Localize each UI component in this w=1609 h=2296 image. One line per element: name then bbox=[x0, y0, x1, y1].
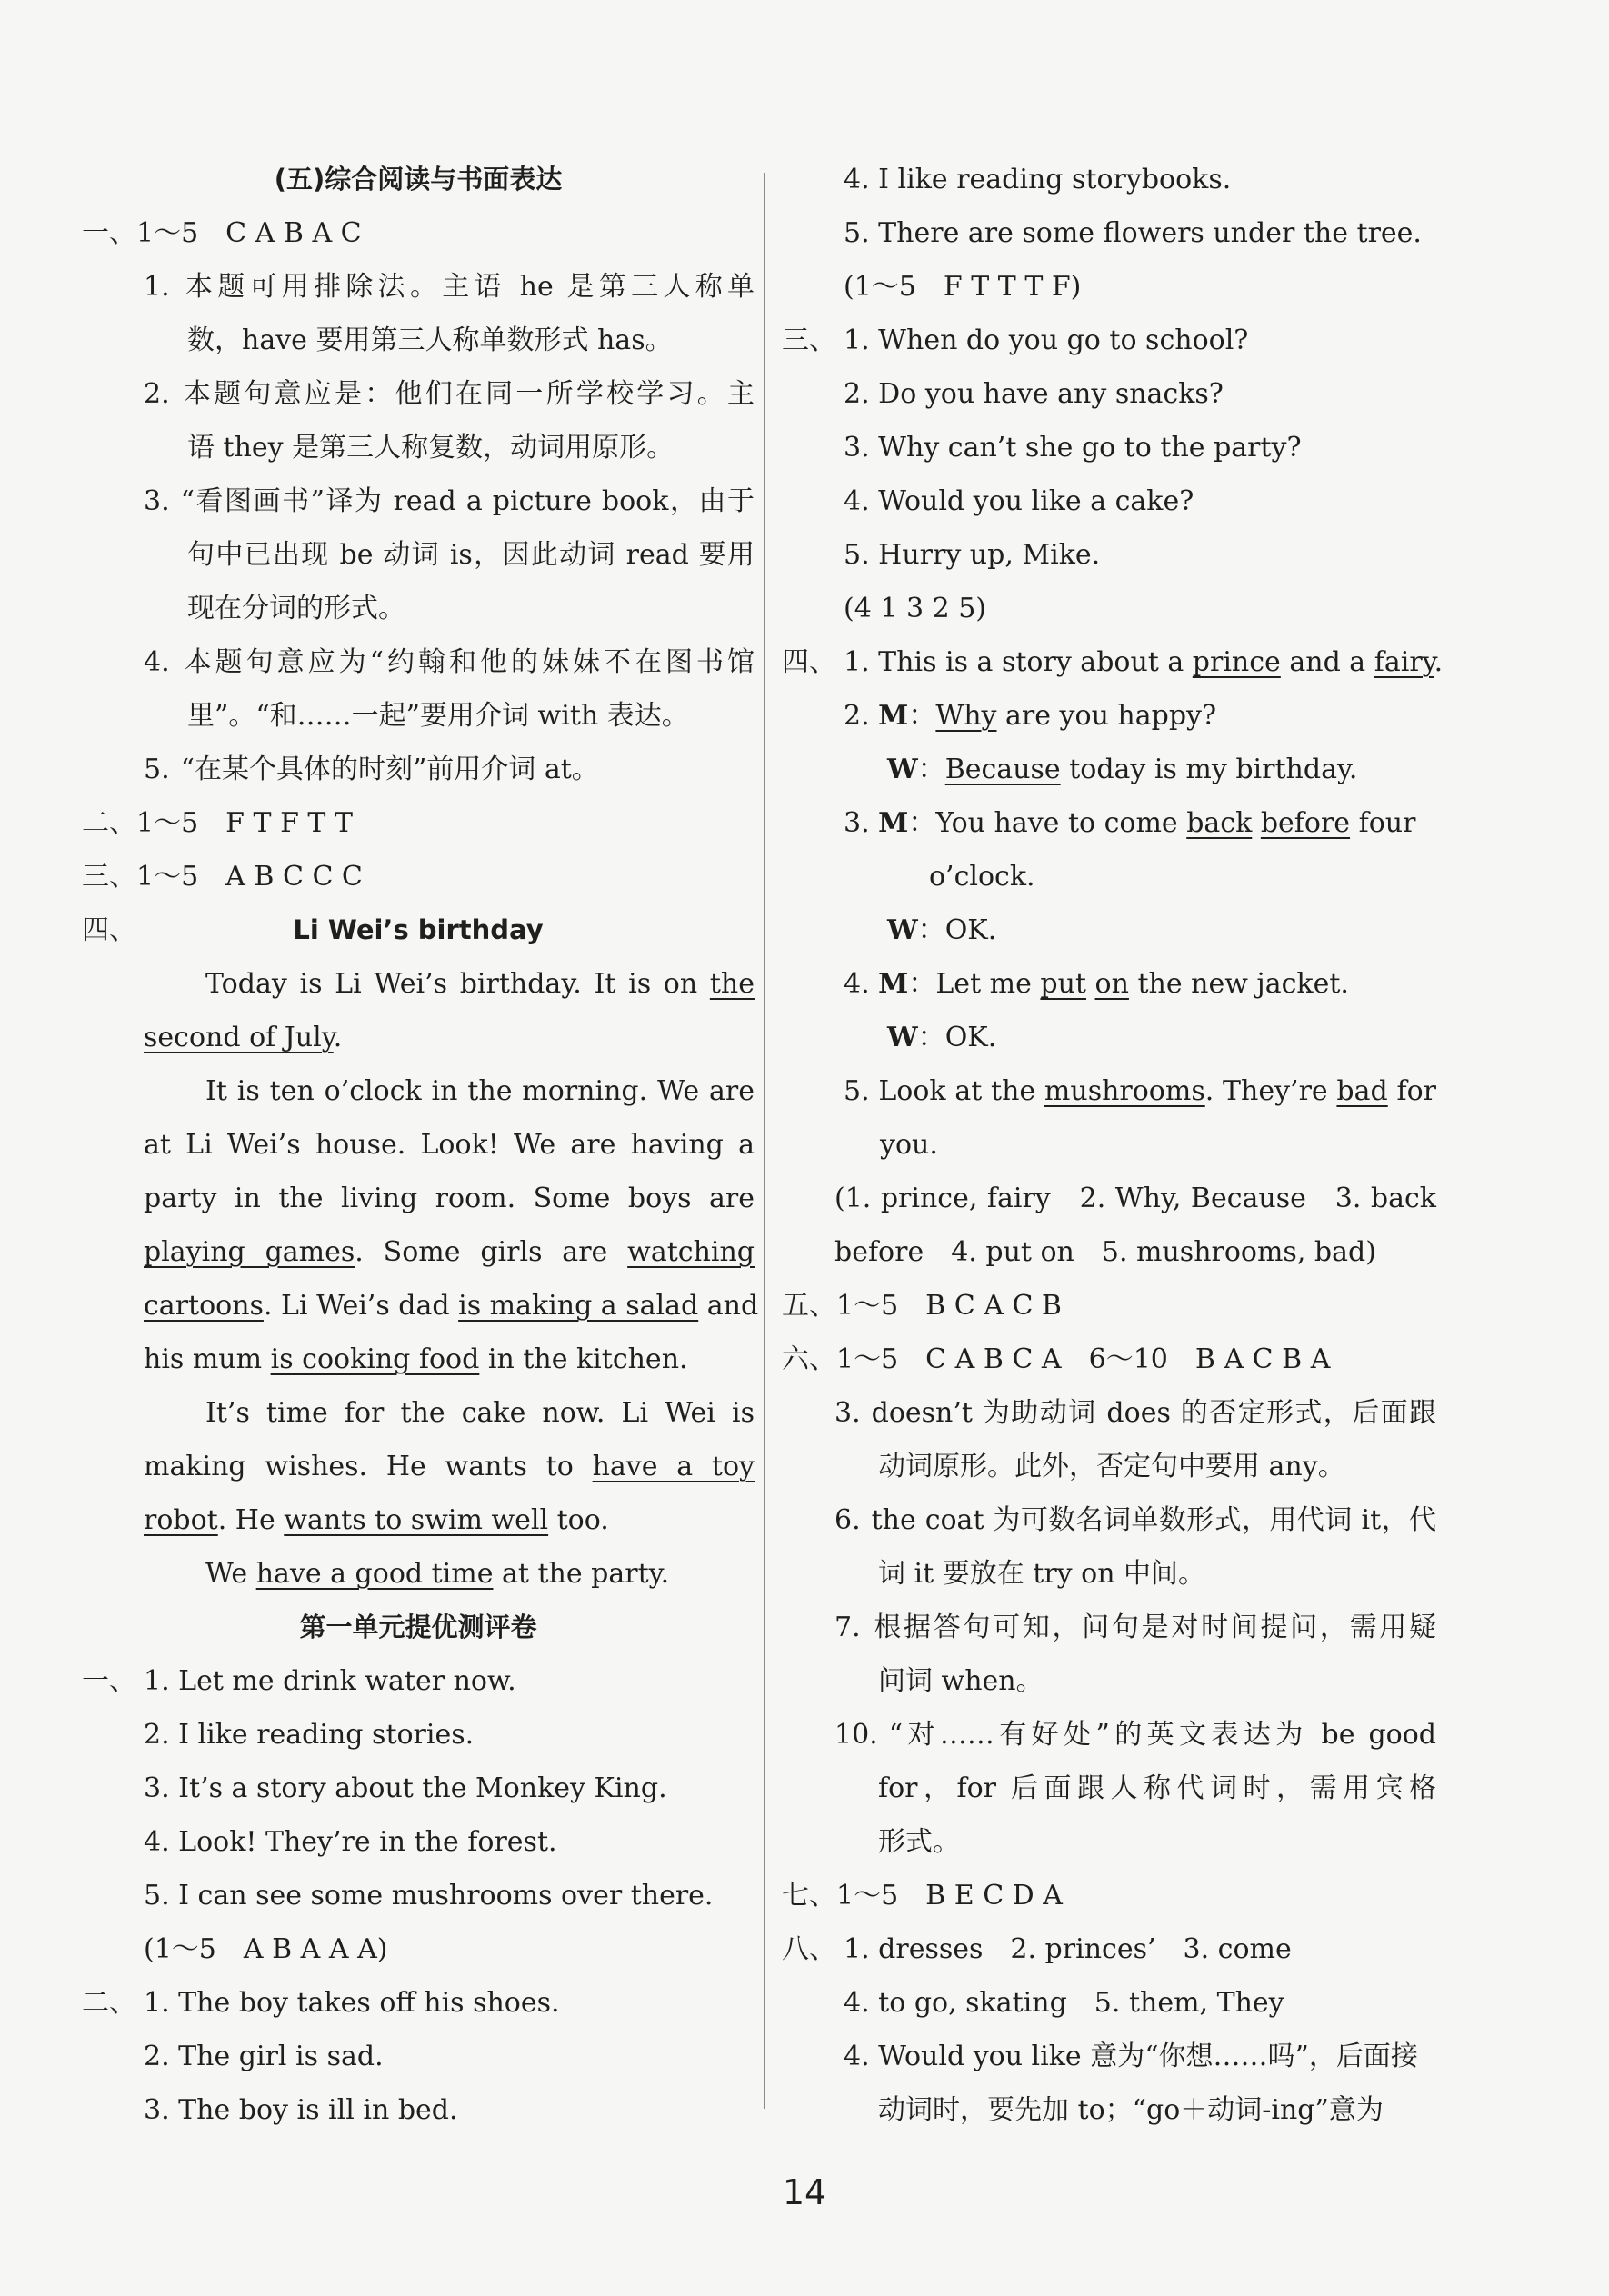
list-item bbox=[82, 2083, 755, 2137]
list-item-text: 3. Why can’t she go to the party? bbox=[844, 432, 1302, 464]
essay-line: Today is Li Wei’s birthday. It is on the bbox=[205, 968, 755, 1000]
explanation-line bbox=[782, 1815, 1436, 1869]
page-number: 14 bbox=[782, 2172, 827, 2212]
explanation-line bbox=[82, 314, 755, 367]
essay-line: It’s time for the cake now. Li Wei is bbox=[205, 1397, 755, 1429]
explanation-line bbox=[782, 1654, 1436, 1708]
answer-text: 1～5 F T F T T bbox=[136, 807, 353, 839]
item-number: 4. bbox=[144, 646, 170, 678]
si-line: W：OK. bbox=[887, 914, 997, 946]
item-number: 10. bbox=[834, 1719, 878, 1751]
explanation-text: doesn’t 为助动词 does 的否定形式，后面跟 bbox=[871, 1397, 1436, 1429]
section-label: 三、 bbox=[782, 324, 836, 356]
column-divider bbox=[764, 173, 765, 2109]
si-section bbox=[782, 635, 1444, 1279]
list-item-text: 4. Would you like a cake? bbox=[844, 485, 1194, 517]
list-item-text: 4. I like reading storybooks. bbox=[844, 164, 1232, 195]
explanation-text: 里”。“和……一起”要用介词 with 表达。 bbox=[187, 700, 689, 732]
list-item-text: 1. Let me drink water now. bbox=[144, 1665, 516, 1697]
essay-line: cartoons. Li Wei’s dad is making a salad and bbox=[144, 1290, 759, 1322]
explanation-text: 动词原形。此外，否定句中要用 any。 bbox=[878, 1451, 1345, 1482]
section-label: 二、 bbox=[82, 807, 136, 839]
list-item bbox=[82, 1654, 755, 1708]
liu-line: 六、1～5 C A B C A 6～10 B A C B A bbox=[782, 1343, 1331, 1375]
explanation-text: 本题句意应为“约翰和他的妹妹不在图书馆 bbox=[180, 646, 755, 678]
list-item-text: 1. When do you go to school? bbox=[844, 324, 1249, 356]
list-item bbox=[82, 1762, 755, 1815]
ba-note: 4. Would you like 意为“你想……吗”，后面接 bbox=[844, 2041, 1418, 2072]
explanation-text: 句中已出现 be 动词 is，因此动词 read 要用 bbox=[187, 539, 755, 571]
essay-line: second of July. bbox=[144, 1022, 343, 1053]
item-number: 5. bbox=[144, 754, 170, 785]
san-answer: (4 1 3 2 5) bbox=[844, 593, 986, 624]
section-label: 二、 bbox=[82, 1987, 136, 2019]
essay-line: robot. He wants to swim well too. bbox=[144, 1504, 609, 1536]
ba-line: 4. to go, skating 5. them, They bbox=[844, 1987, 1284, 2019]
section-label: 一、 bbox=[82, 1665, 136, 1697]
unit-er-list bbox=[82, 1976, 755, 2137]
si-answer: (1. prince, fairy 2. Why, Because 3. back bbox=[834, 1183, 1436, 1214]
answer-line-san bbox=[82, 850, 755, 903]
explanation-line bbox=[782, 1762, 1436, 1815]
item-number: 6. bbox=[834, 1504, 861, 1536]
explanation-line bbox=[82, 582, 755, 635]
si-line: o’clock. bbox=[929, 861, 1035, 893]
explanation-line bbox=[82, 689, 755, 743]
explanation-text: 本题句意应是：他们在同一所学校学习。主 bbox=[180, 378, 755, 410]
item-number: 3. bbox=[834, 1397, 861, 1429]
list-item-text: 5. There are some flowers under the tree. bbox=[844, 217, 1422, 249]
item-number: 3. bbox=[144, 485, 170, 517]
explanation-line bbox=[782, 1601, 1436, 1654]
unit-title: 第一单元提优测评卷 bbox=[299, 1612, 537, 1642]
explanation-text: 本题可用排除法。主语 he 是第三人称单 bbox=[180, 271, 755, 303]
explanation-line bbox=[782, 1493, 1436, 1547]
section-label: 一、 bbox=[82, 217, 136, 249]
essay-line: It is ten o’clock in the morning. We are bbox=[205, 1075, 755, 1107]
answer-text: 1～5 A B C C C bbox=[136, 861, 363, 893]
explanation-text: 语 they 是第三人称复数，动词用原形。 bbox=[187, 432, 675, 464]
unit-yi-list bbox=[82, 1654, 755, 1922]
explanation-line bbox=[82, 635, 755, 689]
liu-notes bbox=[782, 1386, 1436, 1869]
explanation-text: the coat 为可数名词单数形式，用代词 it，代 bbox=[871, 1504, 1436, 1536]
item-number: 1. bbox=[144, 271, 170, 303]
section-title: (五)综合阅读与书面表达 bbox=[274, 164, 563, 195]
item-number: 2. bbox=[144, 378, 170, 410]
answer-line-si bbox=[82, 903, 755, 957]
si-line: 3. M：You have to come back before four bbox=[844, 807, 1416, 839]
explanation-text: 现在分词的形式。 bbox=[187, 593, 405, 624]
list-item-text: 2. The girl is sad. bbox=[144, 2041, 384, 2072]
list-item bbox=[782, 367, 1436, 421]
explanation-line bbox=[782, 1440, 1436, 1493]
explanation-list bbox=[82, 260, 755, 796]
qi-line: 七、1～5 B E C D A bbox=[782, 1880, 1063, 1912]
ba-line: 八、 1. dresses 2. princes’ 3. come bbox=[782, 1933, 1292, 1965]
list-item-text: 5. Hurry up, Mike. bbox=[844, 539, 1101, 571]
er-answer: (1～5 F T T T F) bbox=[844, 271, 1082, 303]
answer-text: 1～5 C A B A C bbox=[136, 217, 362, 249]
explanation-text: 形式。 bbox=[878, 1826, 960, 1858]
si-line: 5. Look at the mushrooms. They’re bad for bbox=[844, 1075, 1436, 1107]
si-answer: before 4. put on 5. mushrooms, bad) bbox=[834, 1236, 1376, 1268]
essay-title: Li Wei’s birthday bbox=[293, 914, 544, 945]
list-item bbox=[82, 1976, 755, 2030]
explanation-text: “在某个具体的时刻”前用介词 at。 bbox=[180, 754, 599, 785]
list-item bbox=[82, 2030, 755, 2083]
explanation-line bbox=[782, 1547, 1436, 1601]
san-list bbox=[782, 314, 1436, 582]
si-line: you. bbox=[880, 1129, 938, 1161]
essay-line: playing games. Some girls are watching bbox=[144, 1236, 755, 1268]
explanation-text: 数，have 要用第三人称单数形式 has。 bbox=[187, 324, 673, 356]
answer-line-yi bbox=[82, 206, 755, 260]
section-label: 三、 bbox=[82, 861, 136, 893]
explanation-line bbox=[782, 1386, 1436, 1440]
explanation-text: for，for 后面跟人称代词时，需用宾格 bbox=[878, 1772, 1436, 1804]
wu-line: 五、1～5 B C A C B bbox=[782, 1290, 1062, 1322]
explanation-text: 问词 when。 bbox=[878, 1665, 1044, 1697]
list-item-text: 1. The boy takes off his shoes. bbox=[144, 1987, 560, 2019]
list-item bbox=[782, 474, 1436, 528]
list-item bbox=[782, 206, 1436, 260]
list-item-text: 5. I can see some mushrooms over there. bbox=[144, 1880, 714, 1912]
list-item bbox=[82, 1869, 755, 1922]
list-item bbox=[82, 1815, 755, 1869]
explanation-line bbox=[782, 1708, 1436, 1762]
er-continued-list bbox=[782, 153, 1436, 260]
explanation-line bbox=[82, 367, 755, 421]
list-item bbox=[782, 314, 1436, 367]
list-item-text: 2. Do you have any snacks? bbox=[844, 378, 1224, 410]
explanation-text: 词 it 要放在 try on 中间。 bbox=[878, 1558, 1206, 1590]
essay-line: his mum is cooking food in the kitchen. bbox=[144, 1343, 688, 1375]
list-item-text: 2. I like reading stories. bbox=[144, 1719, 475, 1751]
list-item bbox=[82, 1708, 755, 1762]
si-line: 2. M：Why are you happy? bbox=[844, 700, 1217, 732]
explanation-text: “看图画书”译为 read a picture book，由于 bbox=[180, 485, 755, 517]
section-label: 四、 bbox=[82, 914, 136, 946]
explanation-text: 根据答句可知，问句是对时间提问，需用疑 bbox=[871, 1612, 1436, 1643]
list-item-text: 4. Look! They’re in the forest. bbox=[144, 1826, 557, 1858]
list-item-text: 3. It’s a story about the Monkey King. bbox=[144, 1772, 667, 1804]
list-item-text: 3. The boy is ill in bed. bbox=[144, 2094, 458, 2126]
right-column bbox=[782, 153, 1444, 2137]
essay bbox=[82, 957, 759, 1601]
left-column bbox=[82, 153, 759, 2137]
item-number: 7. bbox=[834, 1612, 861, 1643]
si-line: 4. M：Let me put on the new jacket. bbox=[844, 968, 1349, 1000]
si-line: W：Because today is my birthday. bbox=[887, 754, 1358, 785]
explanation-line bbox=[82, 260, 755, 314]
list-item bbox=[782, 421, 1436, 474]
explanation-line bbox=[82, 743, 755, 796]
essay-line: making wishes. He wants to have a toy bbox=[144, 1451, 755, 1482]
answer-line-er bbox=[82, 796, 755, 850]
essay-line: We have a good time at the party. bbox=[205, 1558, 670, 1590]
explanation-text: “对……有好处”的英文表达为 be good bbox=[888, 1719, 1436, 1751]
si-line: 四、 1. This is a story about a prince and a fairy. bbox=[782, 646, 1444, 678]
explanation-line bbox=[82, 474, 755, 528]
explanation-line bbox=[82, 528, 755, 582]
si-line: W：OK. bbox=[887, 1022, 997, 1053]
essay-line: party in the living room. Some boys are bbox=[144, 1183, 755, 1214]
unit-yi-answer: (1～5 A B A A A) bbox=[144, 1933, 388, 1965]
ba-note: 动词时，要先加 to；“go＋动词-ing”意为 bbox=[878, 2094, 1384, 2126]
essay-line: at Li Wei’s house. Look! We are having a bbox=[144, 1129, 755, 1161]
list-item bbox=[782, 528, 1436, 582]
explanation-line bbox=[82, 421, 755, 474]
list-item bbox=[782, 153, 1436, 206]
